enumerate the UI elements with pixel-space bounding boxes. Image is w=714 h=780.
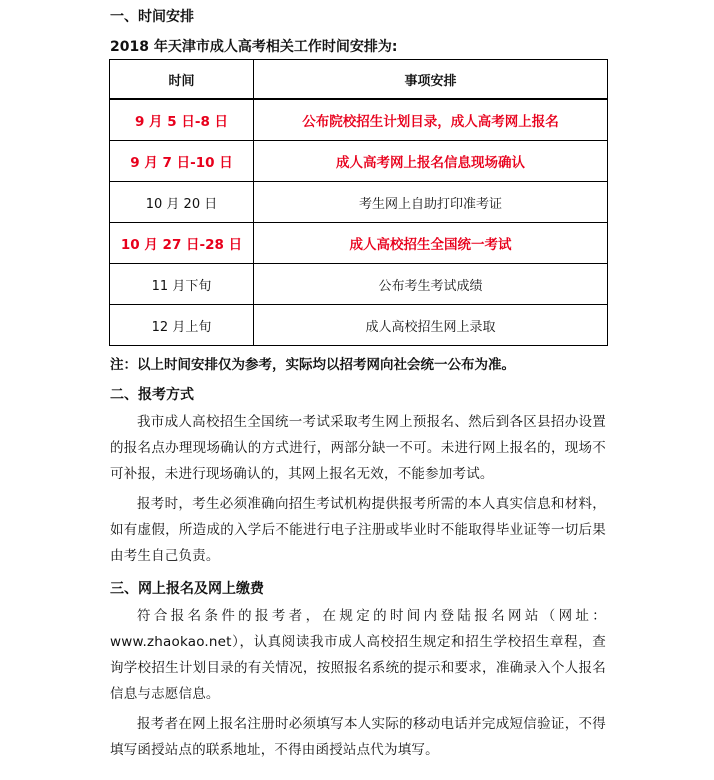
row-item: 公布考生考试成绩 <box>254 264 608 305</box>
row-item: 成人高考网上报名信息现场确认 <box>254 141 608 182</box>
section-heading-registration-method: 二、报考方式 <box>110 387 194 403</box>
row-date: 10 月 20 日 <box>110 182 254 223</box>
section-heading-online-registration: 三、网上报名及网上缴费 <box>110 581 264 597</box>
table-row <box>110 141 608 182</box>
paragraph: 符合报名条件的报考者，在规定的时间内登陆报名网站（网址：www.zhaokao.net），认真阅读我市成人高校招生规定和招生学校招生章程，查询学校招生计划目录的有关情况，按照报名系统的提示和要求，准确录入个人报名信息与志愿信息。 <box>110 608 606 702</box>
header-time: 时间 <box>110 60 254 100</box>
table-row <box>110 264 608 305</box>
table-row <box>110 99 608 141</box>
table-header-row <box>110 60 608 100</box>
table-row <box>110 223 608 264</box>
paragraph: 我市成人高校招生全国统一考试采取考生网上预报名、然后到各区县招办设置的报名点办理现场确认的方式进行，两部分缺一不可。未进行网上报名的，现场不可补报，未进行现场确认的，其网上报名无效，不能参加考试。 <box>110 414 606 482</box>
schedule-intro: 2018 年天津市成人高考相关工作时间安排为: <box>110 39 398 55</box>
row-item: 成人高校招生网上录取 <box>254 305 608 346</box>
row-date: 12 月上旬 <box>110 305 254 346</box>
section-heading-schedule: 一、时间安排 <box>110 9 194 25</box>
row-date: 9 月 5 日-8 日 <box>110 99 254 141</box>
row-item: 考生网上自助打印准考证 <box>254 182 608 223</box>
row-date: 9 月 7 日-10 日 <box>110 141 254 182</box>
row-item: 成人高校招生全国统一考试 <box>254 223 608 264</box>
paragraph: 报考者在网上报名注册时必须填写本人实际的移动电话并完成短信验证，不得填写函授站点的联系地址，不得由函授站点代为填写。 <box>110 716 606 758</box>
table-row <box>110 182 608 223</box>
header-item: 事项安排 <box>254 60 608 100</box>
paragraph: 报考时，考生必须准确向招生考试机构提供报考所需的本人真实信息和材料，如有虚假，所造成的入学后不能进行电子注册或毕业时不能取得毕业证等一切后果由考生自己负责。 <box>110 496 606 564</box>
row-date: 11 月下旬 <box>110 264 254 305</box>
table-row <box>110 305 608 346</box>
row-date: 10 月 27 日-28 日 <box>110 223 254 264</box>
row-item: 公布院校招生计划目录，成人高考网上报名 <box>254 99 608 141</box>
schedule-table <box>109 59 608 346</box>
schedule-note: 注：以上时间安排仅为参考，实际均以招考网向社会统一公布为准。 <box>110 357 515 373</box>
